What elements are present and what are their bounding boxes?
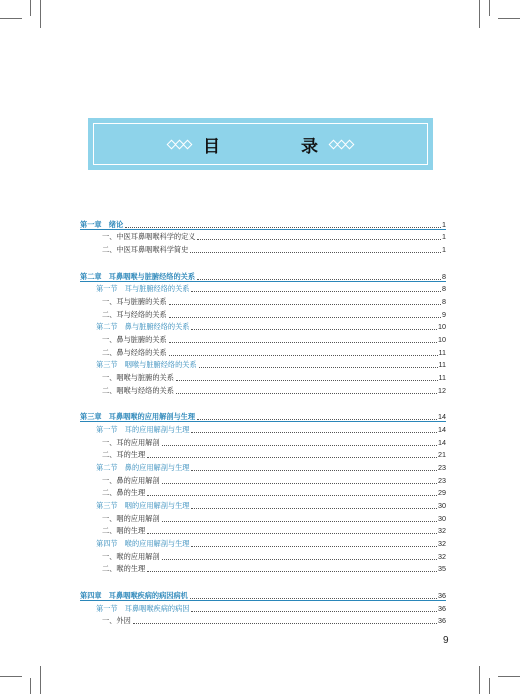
toc-entry-page: 36 bbox=[438, 603, 446, 613]
toc-entry-page: 12 bbox=[438, 385, 446, 395]
dot-leader bbox=[191, 291, 441, 292]
dot-leader bbox=[169, 342, 437, 343]
toc-entry-label: 一、咽的应用解剖 bbox=[102, 513, 160, 523]
toc-entry-label: 一、鼻的应用解剖 bbox=[102, 475, 160, 485]
toc-entry-label: 二、鼻与经络的关系 bbox=[102, 347, 167, 357]
toc-entry-label: 二、咽的生理 bbox=[102, 526, 146, 536]
page-number: 9 bbox=[443, 635, 449, 646]
toc-item-entry[interactable] bbox=[80, 486, 446, 499]
toc-entry-label: 第一章 绪论 bbox=[80, 219, 124, 229]
toc-entry-label: 一、耳的应用解剖 bbox=[102, 437, 160, 447]
toc-entry-label: 第三节 咽喉与脏腑经络的关系 bbox=[96, 360, 197, 370]
toc-entry-label: 二、耳与经络的关系 bbox=[102, 309, 167, 319]
diamond-ornament-left-icon bbox=[168, 141, 191, 148]
toc-item-entry[interactable] bbox=[80, 383, 446, 396]
dot-leader bbox=[147, 571, 437, 572]
toc-entry-page: 35 bbox=[438, 564, 446, 574]
toc-item-entry[interactable] bbox=[80, 332, 446, 345]
dot-leader bbox=[169, 317, 441, 318]
toc-entry-page: 36 bbox=[438, 590, 446, 600]
toc-header-frame bbox=[93, 123, 428, 165]
toc-entry-label: 一、耳与脏腑的关系 bbox=[102, 296, 167, 306]
toc-entry-page: 32 bbox=[438, 526, 446, 536]
toc-entry-page: 14 bbox=[438, 412, 446, 422]
dot-leader bbox=[162, 521, 437, 522]
toc-entry-page: 29 bbox=[438, 488, 446, 498]
toc-item-entry[interactable] bbox=[80, 242, 446, 255]
toc-entry-page: 32 bbox=[438, 551, 446, 561]
toc-entry-page: 14 bbox=[438, 424, 446, 434]
toc-entry-page: 30 bbox=[438, 513, 446, 523]
toc-item-entry[interactable] bbox=[80, 230, 446, 243]
toc-entry-label: 第二节 鼻的应用解剖与生理 bbox=[96, 462, 190, 472]
toc-entry-label: 第二节 鼻与脏腑经络的关系 bbox=[96, 322, 190, 332]
toc-entry-page: 10 bbox=[438, 334, 446, 344]
toc-entry-label: 二、咽喉与经络的关系 bbox=[102, 385, 174, 395]
toc-entry-label: 第四节 喉的应用解剖与生理 bbox=[96, 539, 190, 549]
toc-item-entry[interactable] bbox=[80, 370, 446, 383]
toc-section-entry[interactable] bbox=[80, 460, 446, 473]
toc-entry-page: 36 bbox=[438, 616, 446, 626]
dot-leader bbox=[190, 598, 437, 599]
toc-entry-page: 21 bbox=[438, 450, 446, 460]
toc-item-entry[interactable] bbox=[80, 549, 446, 562]
page-title: 目 录 bbox=[203, 136, 350, 157]
toc-entry-label: 第三节 咽的应用解剖与生理 bbox=[96, 501, 190, 511]
toc-section-entry[interactable] bbox=[80, 358, 446, 371]
dot-leader bbox=[169, 304, 441, 305]
toc-entry-page: 11 bbox=[438, 347, 446, 357]
dot-leader bbox=[176, 380, 438, 381]
toc-entry-page: 14 bbox=[438, 437, 446, 447]
toc-entry-label: 第二章 耳鼻咽喉与脏腑经络的关系 bbox=[80, 271, 196, 281]
toc-item-entry[interactable] bbox=[80, 294, 446, 307]
dot-leader bbox=[147, 533, 437, 534]
toc-entry-label: 二、喉的生理 bbox=[102, 564, 146, 574]
toc-entry-label: 第四章 耳鼻咽喉疾病的病因病机 bbox=[80, 590, 188, 600]
toc-entry-label: 一、喉的应用解剖 bbox=[102, 551, 160, 561]
toc-entry-page: 23 bbox=[438, 462, 446, 472]
dot-leader bbox=[191, 470, 437, 471]
toc-entry-page: 32 bbox=[438, 539, 446, 549]
toc-entry-page: 8 bbox=[442, 296, 446, 306]
toc-section-entry[interactable] bbox=[80, 536, 446, 549]
toc-section-entry[interactable] bbox=[80, 601, 446, 614]
toc-item-entry[interactable] bbox=[80, 345, 446, 358]
toc-section-entry[interactable] bbox=[80, 498, 446, 511]
toc-entry-label: 二、中医耳鼻咽喉科学简史 bbox=[102, 245, 189, 255]
dot-leader bbox=[162, 445, 437, 446]
toc-entry-page: 1 bbox=[442, 232, 446, 242]
toc-entry-label: 第三章 耳鼻咽喉的应用解剖与生理 bbox=[80, 412, 196, 422]
dot-leader bbox=[191, 611, 437, 612]
dot-leader bbox=[197, 279, 441, 280]
toc-item-entry[interactable] bbox=[80, 435, 446, 448]
dot-leader bbox=[176, 393, 437, 394]
dot-leader bbox=[191, 329, 437, 330]
toc-item-entry[interactable] bbox=[80, 614, 446, 627]
toc-item-entry[interactable] bbox=[80, 307, 446, 320]
dot-leader bbox=[147, 457, 437, 458]
dot-leader bbox=[125, 227, 441, 228]
dot-leader bbox=[162, 559, 437, 560]
toc-item-entry[interactable] bbox=[80, 448, 446, 461]
dot-leader bbox=[147, 495, 437, 496]
dot-leader bbox=[191, 508, 437, 509]
toc-entry-label: 一、外因 bbox=[102, 616, 131, 626]
dot-leader bbox=[197, 239, 441, 240]
toc-entry-page: 8 bbox=[442, 284, 446, 294]
toc-entry-label: 一、鼻与脏腑的关系 bbox=[102, 334, 167, 344]
table-of-contents bbox=[80, 217, 446, 626]
toc-entry-page: 11 bbox=[438, 360, 446, 370]
dot-leader bbox=[197, 419, 437, 420]
toc-entry-page: 1 bbox=[442, 245, 446, 255]
toc-entry-label: 一、中医耳鼻咽喉科学的定义 bbox=[102, 232, 196, 242]
diamond-ornament-right-icon bbox=[330, 141, 353, 148]
toc-item-entry[interactable] bbox=[80, 511, 446, 524]
toc-entry-page: 30 bbox=[438, 501, 446, 511]
dot-leader bbox=[190, 252, 441, 253]
toc-entry-label: 第一节 耳与脏腑经络的关系 bbox=[96, 284, 190, 294]
toc-entry-label: 二、耳的生理 bbox=[102, 450, 146, 460]
dot-leader bbox=[191, 432, 437, 433]
dot-leader bbox=[169, 355, 438, 356]
toc-section-entry[interactable] bbox=[80, 422, 446, 435]
toc-section-entry[interactable] bbox=[80, 320, 446, 333]
toc-gap bbox=[80, 396, 446, 410]
toc-entry-label: 一、咽喉与脏腑的关系 bbox=[102, 373, 174, 383]
toc-entry-page: 23 bbox=[438, 475, 446, 485]
toc-entry-page: 10 bbox=[438, 322, 446, 332]
toc-entry-page: 1 bbox=[442, 219, 446, 229]
toc-entry-page: 8 bbox=[442, 271, 446, 281]
toc-header bbox=[88, 118, 433, 170]
toc-entry-label: 第一节 耳的应用解剖与生理 bbox=[96, 424, 190, 434]
toc-item-entry[interactable] bbox=[80, 524, 446, 537]
dot-leader bbox=[133, 623, 437, 624]
toc-entry-page: 9 bbox=[442, 309, 446, 319]
toc-gap bbox=[80, 574, 446, 588]
dot-leader bbox=[199, 367, 438, 368]
dot-leader bbox=[162, 483, 437, 484]
toc-gap bbox=[80, 255, 446, 269]
toc-entry-label: 第一节 耳鼻咽喉疾病的病因 bbox=[96, 603, 190, 613]
toc-entry-page: 11 bbox=[438, 373, 446, 383]
toc-entry-label: 二、鼻的生理 bbox=[102, 488, 146, 498]
dot-leader bbox=[191, 546, 437, 547]
toc-section-entry[interactable] bbox=[80, 282, 446, 295]
toc-item-entry[interactable] bbox=[80, 562, 446, 575]
toc-item-entry[interactable] bbox=[80, 473, 446, 486]
